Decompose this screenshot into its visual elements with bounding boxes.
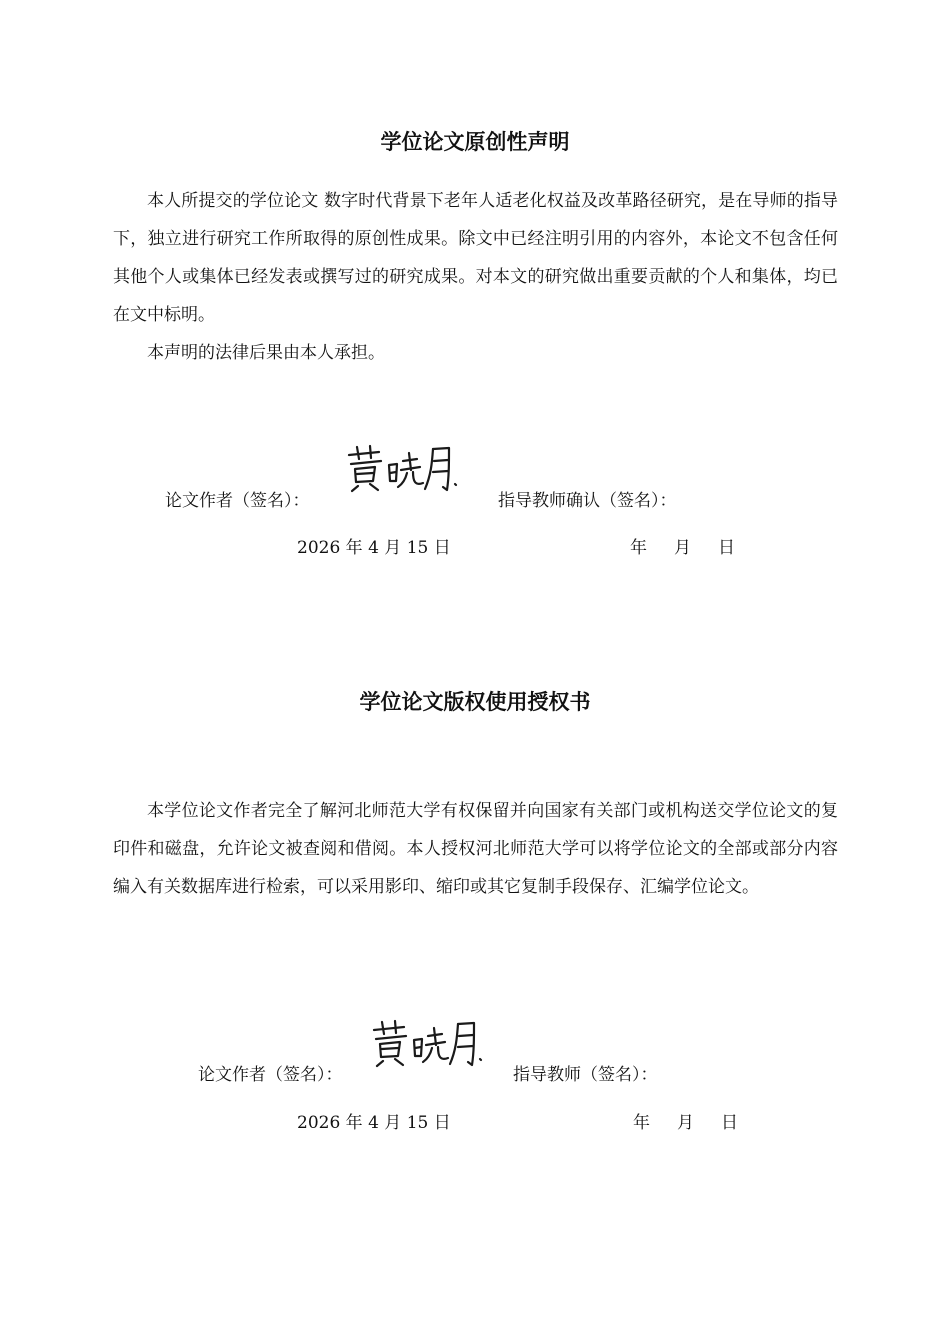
declaration-liability-paragraph: 本声明的法律后果由本人承担。 [147, 343, 385, 363]
author-signature-label-2: 论文作者（签名）： [198, 1065, 343, 1085]
author-signature-image [345, 443, 465, 493]
advisor-signature-date: 年 月 日 [630, 538, 736, 558]
advisor-signature-label: 指导教师确认（签名）： [498, 491, 677, 511]
author-signature-label: 论文作者（签名）： [165, 491, 310, 511]
author-signature-image-2 [370, 1018, 490, 1068]
authorization-paragraph: 本学位论文作者完全了解河北师范大学有权保留并向国家有关部门或机构送交学位论文的复印件和磁盘，允许论文被查阅和借阅。本人授权河北师范大学可以将学位论文的全部或部分内容编入有关数据库进行检索，可以采用影印、缩印或其它复制手段保存、汇编学位论文。 [113, 801, 838, 897]
declaration-paragraph: 本人所提交的学位论文 数字时代背景下老年人适老化权益及改革路径研究，是在导师的指导下，独立进行研究工作所取得的原创性成果。除文中已经注明引用的内容外，本论文不包含任何其他个人或集体已经发表或撰写过的研究成果。对本文的研究做出重要贡献的个人和集体，均已在文中标明。 [113, 191, 838, 325]
author-signature-date-2: 2026 年 4 月 15 日 [297, 1113, 451, 1133]
advisor-signature-label-2: 指导教师（签名）： [513, 1065, 658, 1085]
advisor-signature-date-2: 年 月 日 [633, 1113, 739, 1133]
declaration-title: 学位论文原创性声明 [380, 130, 570, 154]
author-signature-date: 2026 年 4 月 15 日 [297, 538, 451, 558]
authorization-title: 学位论文版权使用授权书 [359, 690, 591, 714]
